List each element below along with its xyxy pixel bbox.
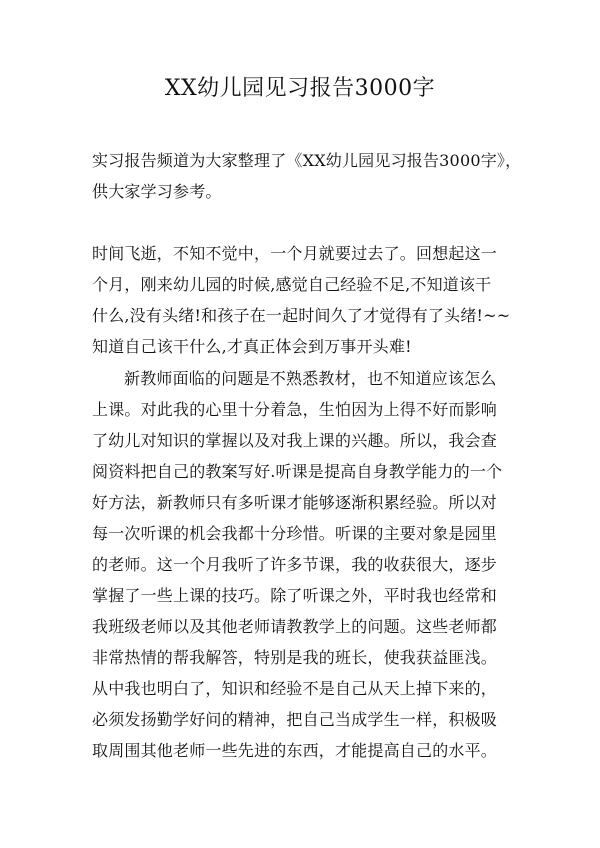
intro-line: 供大家学习参考。 (92, 182, 222, 201)
paragraph-line: 我班级老师以及其他老师请教教学上的问题。这些老师都 (92, 617, 498, 636)
paragraph-line: 上课。对此我的心里十分着急，生怕因为上得不好而影响 (92, 400, 498, 419)
paragraph-line: 掌握了一些上课的技巧。除了听课之外，平时我也经常和 (92, 586, 498, 605)
paragraph-line: 非常热情的帮我解答，特别是我的班长，使我获益匪浅。 (92, 648, 498, 667)
paragraph-line: 新教师面临的问题是不熟悉教材，也不知道应该怎么 (124, 369, 497, 388)
paragraph-line: 阅资料把自己的教案写好.听课是提高自身教学能力的一个 (92, 462, 503, 481)
paragraph-line: 了幼儿对知识的掌握以及对我上课的兴趣。所以，我会查 (92, 431, 498, 450)
paragraph-line: 时间飞逝，不知不觉中，一个月就要过去了。回想起这一 (92, 244, 498, 263)
document-title: XX幼儿园见习报告3000字 (164, 76, 436, 101)
paragraph-line: 取周围其他老师一些先进的东西，才能提高自己的水平。 (92, 741, 498, 760)
paragraph-line: 每一次听课的机会我都十分珍惜。听课的主要对象是园里 (92, 524, 498, 543)
paragraph-line: 必须发扬勤学好问的精神，把自己当成学生一样，积极吸 (92, 710, 498, 729)
paragraph-line: 的老师。这一个月我听了许多节课，我的收获很大，逐步 (92, 555, 498, 574)
paragraph-line: 个月，刚来幼儿园的时候,感觉自己经验不足,不知道该干 (92, 275, 492, 294)
paragraph-line: 什么,没有头绪!和孩子在一起时间久了才觉得有了头绪!~~ (92, 306, 511, 325)
paragraph-line: 知道自己该干什么,才真正体会到万事开头难! (92, 337, 412, 356)
intro-line: 实习报告频道为大家整理了《XX幼儿园见习报告3000字》， (92, 151, 522, 170)
paragraph-line: 好方法，新教师只有多听课才能够逐渐积累经验。所以对 (92, 493, 498, 512)
paragraph-line: 从中我也明白了，知识和经验不是自己从天上掉下来的， (92, 679, 498, 698)
